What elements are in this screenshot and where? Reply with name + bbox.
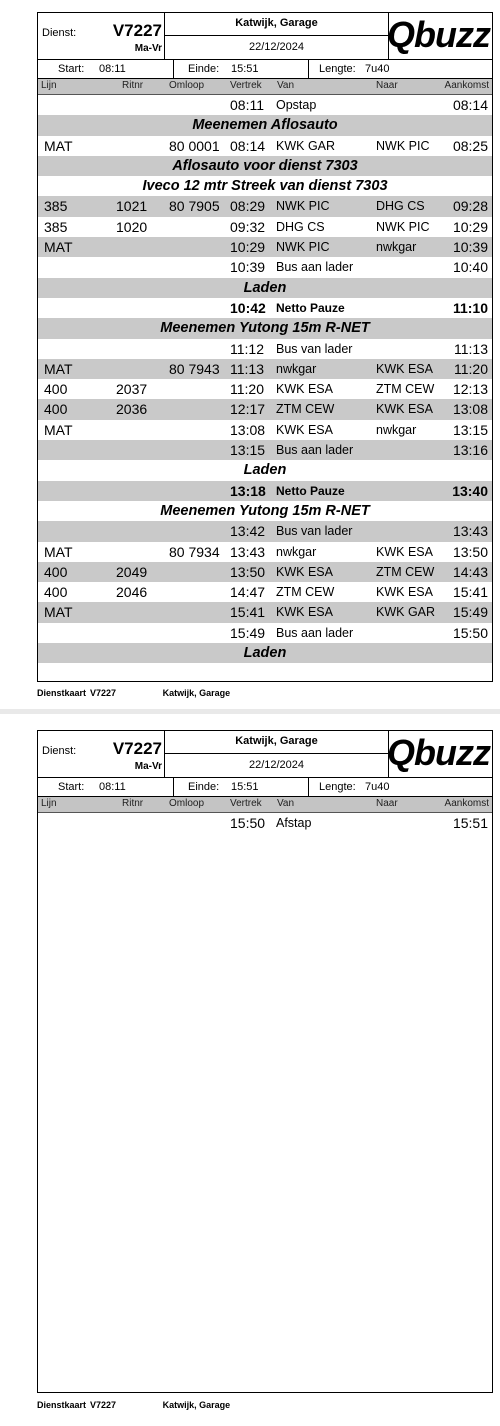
column-header — [38, 797, 492, 813]
cell-van: nwkgar — [276, 361, 317, 376]
cell-lijn: MAT — [44, 360, 73, 377]
cell-aankomst: 13:15 — [452, 421, 488, 438]
cell-lijn: 385 — [44, 218, 68, 235]
cell-naar: ZTM CEW — [376, 382, 435, 397]
dienst-days: Ma-Vr — [134, 761, 162, 772]
cell-ritnr: 2049 — [116, 563, 148, 580]
section-title-row — [38, 176, 492, 196]
cell-ritnr: 2036 — [116, 401, 148, 418]
lengte-value: 7u40 — [365, 781, 390, 793]
divider — [308, 60, 309, 78]
cell-aankomst: 15:49 — [452, 604, 488, 621]
col-aankomst: Aankomst — [444, 798, 489, 809]
footer-location: Katwijk, Garage — [162, 1400, 231, 1410]
cell-lijn: MAT — [44, 239, 73, 256]
cell-naar: nwkgar — [376, 240, 417, 255]
cell-omloop: 80 7905 — [169, 198, 220, 215]
section-title-row — [38, 318, 492, 338]
trip-row — [38, 359, 492, 379]
footer-label: Dienstkaart V7227 — [37, 1400, 117, 1410]
einde-label: Einde: — [188, 63, 220, 75]
cell-ritnr: 2046 — [116, 584, 148, 601]
cell-van: ZTM CEW — [276, 402, 335, 417]
cell-aankomst: 15:41 — [452, 584, 488, 601]
dienst-code: V7227 — [112, 739, 162, 758]
cell-vertrek: 10:29 — [230, 239, 266, 256]
einde-value: 15:51 — [231, 781, 259, 793]
dienst-days: Ma-Vr — [134, 43, 162, 54]
cell-van: Afstap — [276, 816, 312, 830]
col-vertrek: Vertrek — [230, 798, 262, 809]
cell-vertrek: 13:15 — [230, 442, 266, 459]
einde-value: 15:51 — [231, 63, 259, 75]
qbuzz-logo: Qbuzz — [387, 732, 490, 773]
cell-vertrek: 11:12 — [230, 340, 264, 357]
dienst-cell — [38, 731, 165, 777]
cell-aankomst: 08:25 — [452, 137, 488, 154]
pause-row — [38, 298, 492, 318]
cell-lijn: MAT — [44, 137, 73, 154]
col-van: Van — [277, 80, 295, 91]
cell-aankomst: 11:13 — [454, 340, 488, 357]
section-title-row — [38, 278, 492, 298]
col-van: Van — [277, 798, 295, 809]
cell-lijn: 400 — [44, 381, 68, 398]
cell-vertrek: 10:42 — [230, 299, 266, 316]
dienst-code: V7227 — [112, 21, 162, 40]
cell-ritnr: 1020 — [116, 218, 148, 235]
cell-omloop: 80 7934 — [169, 543, 220, 560]
date: 22/12/2024 — [248, 41, 305, 53]
col-ritnr: Ritnr — [122, 80, 144, 91]
footer — [37, 1400, 252, 1410]
cell-van: Netto Pauze — [276, 300, 345, 315]
column-header — [38, 79, 492, 95]
lengte-value: 7u40 — [365, 63, 390, 75]
cell-van: Netto Pauze — [276, 483, 345, 498]
trip-row — [38, 136, 492, 156]
cell-naar: ZTM CEW — [376, 564, 435, 579]
cell-aankomst: 13:08 — [452, 401, 488, 418]
cell-aankomst: 14:43 — [452, 563, 488, 580]
trip-row — [38, 440, 492, 460]
footer-location: Katwijk, Garage — [162, 688, 231, 698]
cell-van: Opstap — [276, 98, 317, 112]
cell-aankomst: 13:50 — [452, 543, 488, 560]
divider — [173, 60, 174, 78]
cell-naar: NWK PIC — [376, 219, 430, 234]
cell-van: Bus van lader — [276, 524, 353, 539]
cell-aankomst: 09:28 — [452, 198, 488, 215]
dienst-label: Dienst: — [42, 27, 77, 39]
cell-vertrek: 11:13 — [230, 360, 264, 377]
cell-vertrek: 10:39 — [230, 259, 266, 276]
cell-van: KWK ESA — [276, 605, 333, 620]
col-aankomst: Aankomst — [444, 80, 489, 91]
cell-van: DHG CS — [276, 219, 325, 234]
trip-row — [38, 257, 492, 277]
cell-van: KWK GAR — [276, 138, 336, 153]
trip-row — [38, 196, 492, 216]
dienst-label: Dienst: — [42, 745, 77, 757]
location-date-cell — [165, 13, 389, 59]
trip-list — [38, 95, 492, 663]
cell-naar: KWK ESA — [376, 361, 433, 376]
col-omloop: Omloop — [169, 80, 205, 91]
lengte-label: Lengte: — [319, 781, 356, 793]
section-title: Meenemen Yutong 15m R-NET — [160, 320, 370, 337]
date: 22/12/2024 — [248, 759, 305, 771]
cell-vertrek: 13:43 — [230, 543, 266, 560]
cell-aankomst: 08:14 — [452, 97, 488, 113]
section-title: Laden — [243, 279, 287, 296]
cell-van: KWK ESA — [276, 422, 333, 437]
cell-naar: KWK GAR — [376, 605, 436, 620]
divider — [308, 778, 309, 796]
cell-aankomst: 10:40 — [452, 259, 488, 276]
trip-row — [38, 542, 492, 562]
cell-vertrek: 13:50 — [230, 563, 266, 580]
trip-row — [38, 399, 492, 419]
cell-aankomst: 11:20 — [454, 360, 488, 377]
cell-naar: NWK PIC — [376, 138, 430, 153]
cell-aankomst: 10:29 — [452, 218, 488, 235]
cell-naar: KWK ESA — [376, 585, 433, 600]
section-title: Iveco 12 mtr Streek van dienst 7303 — [142, 178, 388, 195]
col-naar: Naar — [376, 798, 398, 809]
header — [38, 13, 492, 59]
start-value: 08:11 — [99, 63, 126, 75]
cell-aankomst: 13:43 — [452, 523, 488, 540]
col-lijn: Lijn — [41, 80, 57, 91]
start-value: 08:11 — [99, 781, 126, 793]
cell-van: NWK PIC — [276, 199, 330, 214]
page-1 — [0, 0, 500, 709]
col-vertrek: Vertrek — [230, 80, 262, 91]
cell-lijn: 400 — [44, 401, 68, 418]
section-title-row — [38, 115, 492, 135]
trip-row — [38, 420, 492, 440]
cell-naar: nwkgar — [376, 422, 417, 437]
cell-omloop: 80 0001 — [169, 137, 220, 154]
trip-row — [38, 237, 492, 257]
times-bar — [38, 59, 492, 79]
trip-row — [38, 582, 492, 602]
section-title-row — [38, 156, 492, 176]
location: Katwijk, Garage — [165, 13, 388, 36]
footer — [37, 688, 252, 698]
trip-row — [38, 95, 492, 115]
times-bar — [38, 777, 492, 797]
start-label: Start: — [58, 63, 85, 75]
cell-omloop: 80 7943 — [169, 360, 220, 377]
trip-row — [38, 602, 492, 622]
page-2 — [0, 714, 500, 1426]
location: Katwijk, Garage — [165, 731, 388, 754]
cell-vertrek: 15:50 — [230, 815, 266, 831]
cell-aankomst: 15:50 — [452, 624, 488, 641]
trip-row — [38, 813, 492, 833]
trip-row — [38, 562, 492, 582]
cell-van: nwkgar — [276, 544, 317, 559]
trip-row — [38, 521, 492, 541]
col-ritnr: Ritnr — [122, 798, 144, 809]
footer-label: Dienstkaart V7227 — [37, 688, 117, 698]
trip-row — [38, 339, 492, 359]
section-title-row — [38, 501, 492, 521]
cell-ritnr: 1021 — [116, 198, 148, 215]
header — [38, 731, 492, 777]
col-lijn: Lijn — [41, 798, 57, 809]
cell-vertrek: 08:14 — [230, 137, 266, 154]
col-omloop: Omloop — [169, 798, 205, 809]
dienstkaart-frame — [37, 730, 493, 1393]
section-title-row — [38, 460, 492, 480]
divider — [173, 778, 174, 796]
cell-lijn: 400 — [44, 584, 68, 601]
cell-vertrek: 15:41 — [230, 604, 266, 621]
cell-vertrek: 11:20 — [230, 381, 264, 398]
cell-lijn: MAT — [44, 421, 73, 438]
cell-van: ZTM CEW — [276, 585, 335, 600]
cell-vertrek: 12:17 — [230, 401, 266, 418]
section-title: Laden — [243, 462, 287, 479]
cell-lijn: 400 — [44, 563, 68, 580]
cell-van: KWK ESA — [276, 564, 333, 579]
trip-list — [38, 813, 492, 833]
cell-vertrek: 13:08 — [230, 421, 266, 438]
cell-aankomst: 13:16 — [452, 442, 488, 459]
col-naar: Naar — [376, 80, 398, 91]
cell-aankomst: 11:10 — [452, 299, 488, 316]
cell-lijn: MAT — [44, 604, 73, 621]
cell-vertrek: 14:47 — [230, 584, 266, 601]
dienstkaart-frame — [37, 12, 493, 682]
lengte-label: Lengte: — [319, 63, 356, 75]
section-title-row — [38, 643, 492, 663]
cell-vertrek: 13:18 — [230, 482, 266, 499]
cell-aankomst: 13:40 — [452, 482, 488, 499]
cell-naar: KWK ESA — [376, 402, 433, 417]
trip-row — [38, 217, 492, 237]
start-label: Start: — [58, 781, 85, 793]
section-title: Meenemen Yutong 15m R-NET — [160, 502, 370, 519]
cell-lijn: 385 — [44, 198, 68, 215]
trip-row — [38, 623, 492, 643]
cell-naar: DHG CS — [376, 199, 425, 214]
cell-ritnr: 2037 — [116, 381, 148, 398]
logo-cell — [389, 13, 492, 59]
cell-lijn: MAT — [44, 543, 73, 560]
trip-row — [38, 379, 492, 399]
cell-van: Bus aan lader — [276, 443, 354, 458]
cell-van: KWK ESA — [276, 382, 333, 397]
cell-vertrek: 08:11 — [230, 97, 264, 113]
cell-van: Bus aan lader — [276, 260, 354, 275]
cell-aankomst: 10:39 — [452, 239, 488, 256]
cell-vertrek: 13:42 — [230, 523, 266, 540]
cell-van: Bus aan lader — [276, 625, 354, 640]
section-title: Aflosauto voor dienst 7303 — [172, 157, 358, 174]
cell-van: NWK PIC — [276, 240, 330, 255]
cell-aankomst: 15:51 — [452, 815, 488, 831]
cell-naar: KWK ESA — [376, 544, 433, 559]
pause-row — [38, 481, 492, 501]
cell-van: Bus van lader — [276, 341, 353, 356]
cell-vertrek: 09:32 — [230, 218, 266, 235]
dienst-cell — [38, 13, 165, 59]
cell-aankomst: 12:13 — [452, 381, 488, 398]
qbuzz-logo: Qbuzz — [387, 14, 490, 55]
einde-label: Einde: — [188, 781, 220, 793]
cell-vertrek: 15:49 — [230, 624, 266, 641]
section-title: Meenemen Aflosauto — [192, 117, 338, 134]
cell-vertrek: 08:29 — [230, 198, 266, 215]
logo-cell — [389, 731, 492, 777]
section-title: Laden — [243, 645, 287, 662]
location-date-cell — [165, 731, 389, 777]
